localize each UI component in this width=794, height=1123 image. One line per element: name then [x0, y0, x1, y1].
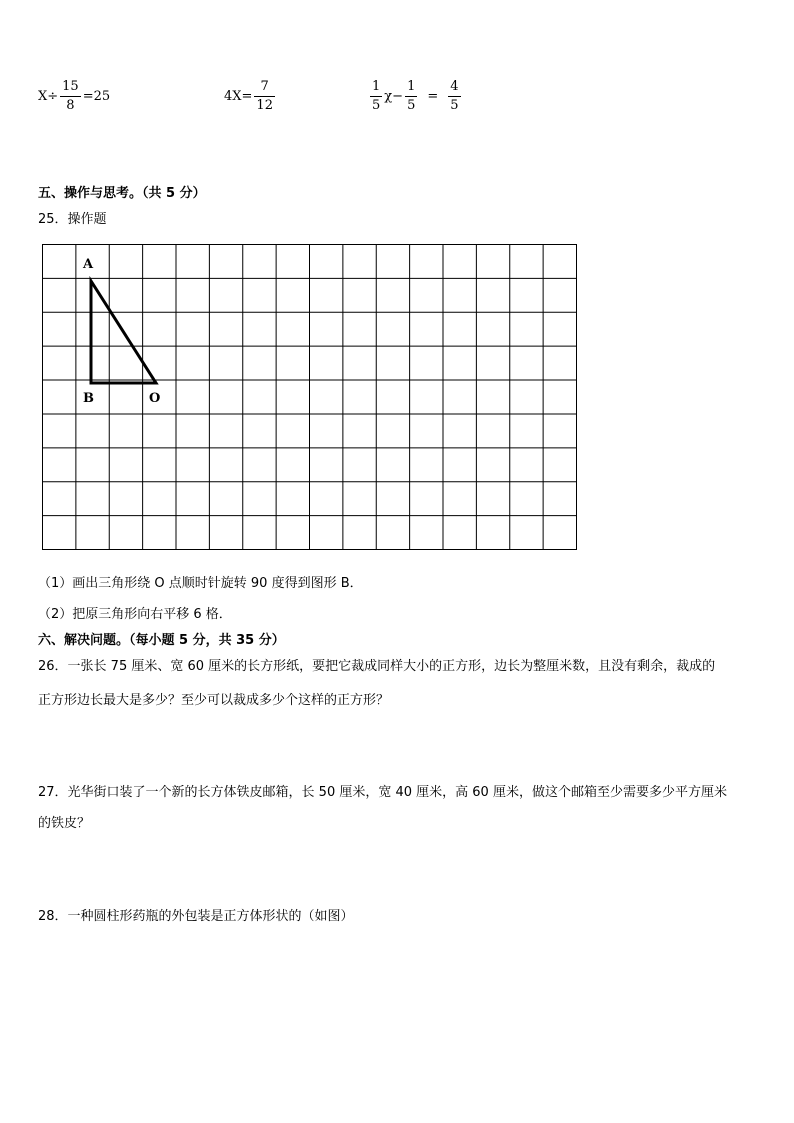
equation-3-middle: χ−	[384, 88, 404, 104]
grid-inner-lines	[43, 245, 577, 550]
equation-3-equals: =	[427, 88, 439, 104]
equation-2	[224, 78, 277, 114]
fraction-denominator: 5	[450, 97, 459, 113]
fraction-numerator: 1	[370, 78, 382, 97]
question-25-label: 25．操作题	[38, 212, 107, 227]
fraction-denominator: 12	[256, 97, 273, 113]
equation-2-prefix: 4X=	[224, 88, 253, 104]
equation-3	[368, 78, 463, 114]
fraction-numerator: 7	[254, 78, 275, 97]
question-27-line-1: 27．光华街口装了一个新的长方体铁皮邮箱，长 50 厘米，宽 40 厘米，高 60 厘米，做这个邮箱至少需要多少平方厘米	[38, 785, 727, 800]
question-27-line-2: 的铁皮？	[38, 816, 91, 831]
question-25-sub-2: （2）把原三角形向右平移 6 格．	[38, 607, 232, 622]
section-6-heading: 六、解决问题。（每小题 5 分，共 35 分）	[38, 633, 285, 648]
fraction-denominator: 8	[66, 97, 75, 113]
point-label-o: O	[149, 391, 161, 406]
square-grid	[40, 243, 580, 553]
equation-2-fraction	[254, 78, 275, 114]
equation-3-fraction-3	[448, 78, 460, 114]
section-5-heading: 五、操作与思考。（共 5 分）	[38, 186, 206, 201]
question-26-line-2: 正方形边长最大是多少？至少可以裁成多少个这样的正方形？	[38, 693, 390, 708]
equation-1-prefix: X÷	[38, 88, 59, 104]
equation-1	[38, 78, 110, 114]
point-label-b: B	[83, 391, 94, 406]
fraction-numerator: 15	[60, 78, 81, 97]
fraction-numerator: 4	[448, 78, 460, 97]
triangle-shape	[91, 281, 156, 383]
equation-3-fraction-2	[405, 78, 417, 114]
equation-3-fraction-1	[370, 78, 382, 114]
fraction-denominator: 5	[407, 97, 416, 113]
question-25-sub-1: （1）画出三角形绕 O 点顺时针旋转 90 度得到图形 B．	[38, 576, 363, 591]
question-28: 28．一种圆柱形药瓶的外包装是正方体形状的（如图）	[38, 909, 354, 924]
point-label-a: A	[83, 257, 94, 272]
fraction-numerator: 1	[405, 78, 417, 97]
fraction-denominator: 5	[372, 97, 381, 113]
equation-1-suffix: =25	[82, 88, 111, 104]
equation-1-fraction	[60, 78, 81, 114]
question-26-line-1: 26．一张长 75 厘米、宽 60 厘米的长方形纸，要把它裁成同样大小的正方形，边长为整厘米数，且没有剩余，裁成的	[38, 659, 716, 674]
